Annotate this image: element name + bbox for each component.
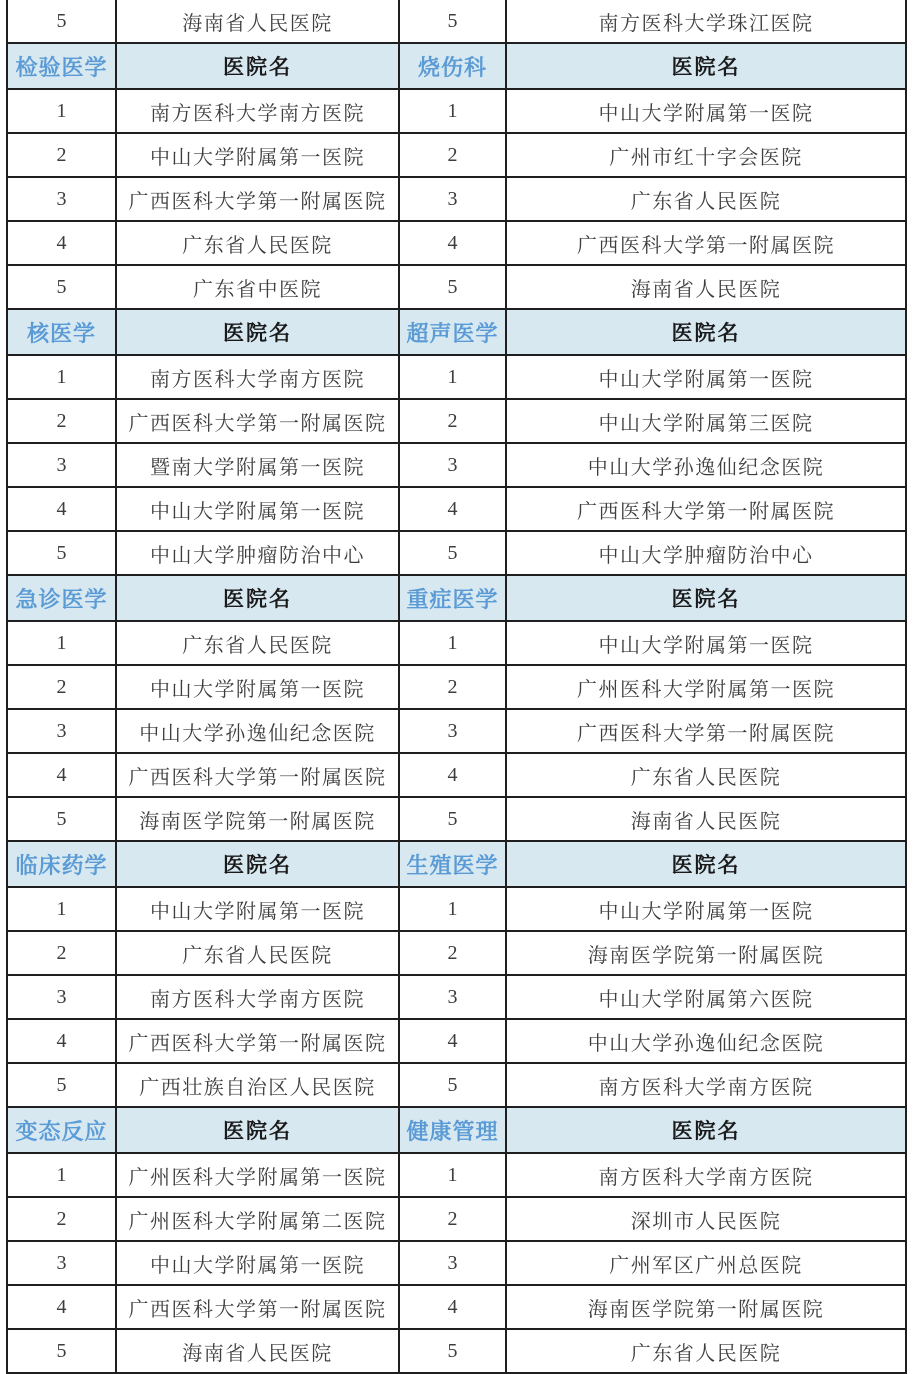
section-header-row [7, 309, 906, 355]
table-row [7, 887, 906, 931]
table-row [7, 753, 906, 797]
rank-cell: 1 [7, 355, 116, 399]
hospital-cell: 广西医科大学第一附属医院 [506, 487, 906, 531]
rank-cell: 4 [399, 1285, 506, 1329]
specialty-header-cell: 临床药学 [7, 841, 116, 887]
hospital-cell: 海南省人民医院 [506, 265, 906, 309]
rank-cell: 1 [399, 355, 506, 399]
rank-cell: 3 [7, 709, 116, 753]
rank-cell: 5 [399, 531, 506, 575]
table-row [7, 443, 906, 487]
hospital-cell: 广州医科大学附属第一医院 [506, 665, 906, 709]
rank-cell: 2 [7, 931, 116, 975]
hospital-cell: 广西医科大学第一附属医院 [506, 709, 906, 753]
table-row [7, 1329, 906, 1373]
rank-cell: 2 [7, 665, 116, 709]
hospital-cell: 广西医科大学第一附属医院 [116, 1019, 399, 1063]
hospital-cell: 海南省人民医院 [116, 1329, 399, 1373]
hospital-cell: 中山大学附属第一医院 [506, 89, 906, 133]
table-row [7, 709, 906, 753]
rank-cell: 3 [7, 975, 116, 1019]
rank-cell: 5 [7, 797, 116, 841]
hospital-cell: 南方医科大学南方医院 [116, 975, 399, 1019]
hospital-name-header-cell: 医院名 [506, 43, 906, 89]
specialty-header-cell: 重症医学 [399, 575, 506, 621]
section-header-row [7, 841, 906, 887]
rank-cell: 3 [7, 177, 116, 221]
hospital-cell: 广州市红十字会医院 [506, 133, 906, 177]
specialty-header-cell: 烧伤科 [399, 43, 506, 89]
hospital-name-header-cell: 医院名 [116, 1107, 399, 1153]
rank-cell: 1 [399, 1153, 506, 1197]
rank-cell: 1 [399, 621, 506, 665]
hospital-cell: 南方医科大学南方医院 [506, 1063, 906, 1107]
table-row [7, 399, 906, 443]
hospital-cell: 南方医科大学南方医院 [116, 89, 399, 133]
rank-cell: 2 [7, 399, 116, 443]
table-row [7, 177, 906, 221]
rank-cell: 2 [399, 133, 506, 177]
hospital-cell: 广东省人民医院 [506, 1329, 906, 1373]
hospital-cell: 中山大学孙逸仙纪念医院 [506, 443, 906, 487]
hospital-name-header-cell: 医院名 [116, 575, 399, 621]
rank-cell: 5 [7, 1063, 116, 1107]
table-row [7, 1019, 906, 1063]
rank-cell: 3 [399, 709, 506, 753]
rank-cell: 3 [399, 443, 506, 487]
hospital-cell: 海南医学院第一附属医院 [116, 797, 399, 841]
rank-cell: 1 [7, 887, 116, 931]
rank-cell: 5 [7, 1329, 116, 1373]
hospital-cell: 广西医科大学第一附属医院 [116, 177, 399, 221]
section-header-row [7, 1107, 906, 1153]
rank-cell: 4 [399, 221, 506, 265]
hospital-name-header-cell: 医院名 [506, 309, 906, 355]
hospital-name-header-cell: 医院名 [506, 841, 906, 887]
rank-cell: 2 [7, 1197, 116, 1241]
hospital-cell: 中山大学附属第三医院 [506, 399, 906, 443]
table-row [7, 665, 906, 709]
hospital-name-header-cell: 医院名 [116, 309, 399, 355]
rank-cell: 5 [399, 265, 506, 309]
hospital-cell: 中山大学附属第一医院 [116, 887, 399, 931]
rank-cell: 4 [7, 487, 116, 531]
hospital-cell: 南方医科大学南方医院 [506, 1153, 906, 1197]
rank-cell: 2 [399, 399, 506, 443]
specialty-header-cell: 急诊医学 [7, 575, 116, 621]
rank-cell: 4 [399, 753, 506, 797]
leading-row [7, 0, 906, 43]
hospital-cell: 中山大学附属第一医院 [116, 487, 399, 531]
hospital-cell: 广东省中医院 [116, 265, 399, 309]
rank-cell: 3 [7, 1241, 116, 1285]
hospital-cell: 中山大学附属第一医院 [506, 887, 906, 931]
rank-cell: 4 [7, 1019, 116, 1063]
hospital-cell: 中山大学肿瘤防治中心 [506, 531, 906, 575]
rank-cell: 2 [399, 1197, 506, 1241]
table-row [7, 89, 906, 133]
hospital-cell: 海南省人民医院 [506, 797, 906, 841]
table-row [7, 487, 906, 531]
rank-cell: 3 [399, 177, 506, 221]
hospital-rankings-table [6, 0, 907, 1374]
rank-cell: 3 [7, 443, 116, 487]
rank-cell: 5 [7, 531, 116, 575]
table-row [7, 797, 906, 841]
rank-cell: 5 [399, 797, 506, 841]
hospital-cell: 中山大学孙逸仙纪念医院 [116, 709, 399, 753]
rank-cell: 4 [7, 1285, 116, 1329]
hospital-cell: 广西医科大学第一附属医院 [116, 753, 399, 797]
rank-cell: 5 [7, 265, 116, 309]
table-row [7, 531, 906, 575]
table-row [7, 1063, 906, 1107]
specialty-header-cell: 健康管理 [399, 1107, 506, 1153]
table-row [7, 355, 906, 399]
table-row [7, 931, 906, 975]
hospital-cell: 海南省人民医院 [116, 0, 399, 43]
rank-cell: 2 [399, 931, 506, 975]
rank-cell: 5 [7, 0, 116, 43]
specialty-header-cell: 变态反应 [7, 1107, 116, 1153]
rank-cell: 4 [399, 487, 506, 531]
hospital-cell: 海南医学院第一附属医院 [506, 1285, 906, 1329]
hospital-name-header-cell: 医院名 [506, 575, 906, 621]
section-header-row [7, 43, 906, 89]
table-row [7, 1197, 906, 1241]
hospital-cell: 广东省人民医院 [116, 221, 399, 265]
hospital-cell: 广西壮族自治区人民医院 [116, 1063, 399, 1107]
hospital-cell: 广西医科大学第一附属医院 [506, 221, 906, 265]
rank-cell: 5 [399, 1329, 506, 1373]
hospital-cell: 中山大学附属第一医院 [116, 133, 399, 177]
specialty-header-cell: 生殖医学 [399, 841, 506, 887]
rank-cell: 3 [399, 975, 506, 1019]
hospital-cell: 中山大学附属第一医院 [116, 665, 399, 709]
rank-cell: 1 [7, 621, 116, 665]
rank-cell: 1 [7, 89, 116, 133]
hospital-rankings-table-body [7, 0, 906, 1373]
hospital-cell: 广东省人民医院 [506, 753, 906, 797]
specialty-header-cell: 核医学 [7, 309, 116, 355]
rank-cell: 1 [7, 1153, 116, 1197]
rank-cell: 1 [399, 887, 506, 931]
hospital-cell: 中山大学肿瘤防治中心 [116, 531, 399, 575]
hospital-cell: 中山大学孙逸仙纪念医院 [506, 1019, 906, 1063]
rank-cell: 1 [399, 89, 506, 133]
table-row [7, 1285, 906, 1329]
hospital-cell: 暨南大学附属第一医院 [116, 443, 399, 487]
rank-cell: 4 [7, 753, 116, 797]
table-row [7, 1153, 906, 1197]
rank-cell: 4 [7, 221, 116, 265]
hospital-name-header-cell: 医院名 [506, 1107, 906, 1153]
specialty-header-cell: 检验医学 [7, 43, 116, 89]
rank-cell: 2 [7, 133, 116, 177]
hospital-cell: 广东省人民医院 [116, 621, 399, 665]
hospital-cell: 中山大学附属第六医院 [506, 975, 906, 1019]
hospital-name-header-cell: 医院名 [116, 841, 399, 887]
hospital-cell: 南方医科大学南方医院 [116, 355, 399, 399]
hospital-cell: 广东省人民医院 [506, 177, 906, 221]
rank-cell: 5 [399, 1063, 506, 1107]
table-row [7, 1241, 906, 1285]
table-row [7, 221, 906, 265]
hospital-cell: 中山大学附属第一医院 [116, 1241, 399, 1285]
hospital-cell: 广西医科大学第一附属医院 [116, 1285, 399, 1329]
hospital-cell: 广州医科大学附属第一医院 [116, 1153, 399, 1197]
table-row [7, 133, 906, 177]
rank-cell: 5 [399, 0, 506, 43]
hospital-cell: 广州医科大学附属第二医院 [116, 1197, 399, 1241]
section-header-row [7, 575, 906, 621]
hospital-name-header-cell: 医院名 [116, 43, 399, 89]
rank-cell: 2 [399, 665, 506, 709]
hospital-cell: 海南医学院第一附属医院 [506, 931, 906, 975]
hospital-cell: 中山大学附属第一医院 [506, 621, 906, 665]
hospital-cell: 广州军区广州总医院 [506, 1241, 906, 1285]
specialty-header-cell: 超声医学 [399, 309, 506, 355]
table-row [7, 975, 906, 1019]
hospital-cell: 广西医科大学第一附属医院 [116, 399, 399, 443]
hospital-cell: 南方医科大学珠江医院 [506, 0, 906, 43]
table-row [7, 621, 906, 665]
hospital-cell: 深圳市人民医院 [506, 1197, 906, 1241]
hospital-cell: 广东省人民医院 [116, 931, 399, 975]
table-row [7, 265, 906, 309]
rank-cell: 3 [399, 1241, 506, 1285]
hospital-cell: 中山大学附属第一医院 [506, 355, 906, 399]
rank-cell: 4 [399, 1019, 506, 1063]
